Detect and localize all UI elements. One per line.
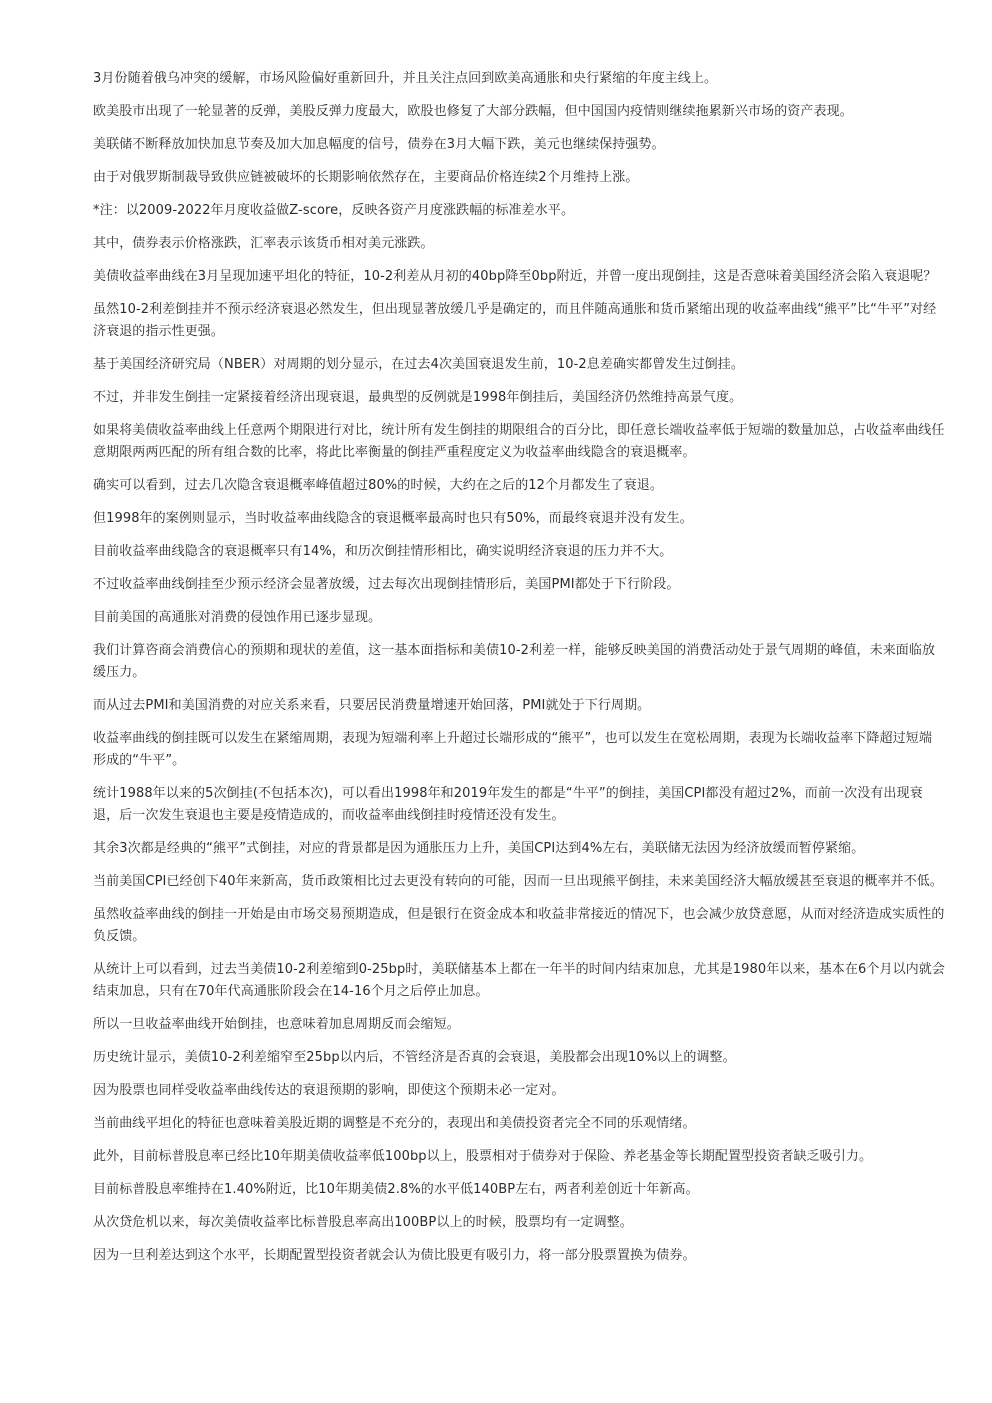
- paragraph: 我们计算咨商会消费信心的预期和现状的差值，这一基本面指标和美债10-2利差一样，能够反映美国的消费活动处于景气周期的峰值，未来面临放缓压力。: [93, 643, 936, 680]
- paragraph: 确实可以看到，过去几次隐含衰退概率峰值超过80%的时候，大约在之后的12个月都发生了衰退。: [93, 478, 663, 493]
- paragraph: 当前曲线平坦化的特征也意味着美股近期的调整是不充分的，表现出和美债投资者完全不同的乐观情绪。: [93, 1116, 696, 1131]
- paragraph: 其余3次都是经典的“熊平”式倒挂，对应的背景都是因为通胀压力上升，美国CPI达到4%左右，美联储无法因为经济放缓而暂停紧缩。: [93, 841, 865, 856]
- paragraph: 虽然10-2利差倒挂并不预示经济衰退必然发生，但出现显著放缓几乎是确定的，而且伴随高通胀和货币紧缩出现的收益率曲线“熊平”比“牛平”对经济衰退的指示性更强。: [93, 302, 937, 339]
- paragraph: 美联储不断释放加快加息节奏及加大加息幅度的信号，债券在3月大幅下跌，美元也继续保持强势。: [93, 137, 665, 152]
- paragraph: 虽然收益率曲线的倒挂一开始是由市场交易预期造成，但是银行在资金成本和收益非常接近的情况下，也会减少放贷意愿，从而对经济造成实质性的负反馈。: [93, 907, 945, 944]
- paragraph: 欧美股市出现了一轮显著的反弹，美股反弹力度最大，欧股也修复了大部分跌幅，但中国国内疫情则继续拖累新兴市场的资产表现。: [93, 104, 853, 119]
- paragraph: 基于美国经济研究局（NBER）对周期的划分显示，在过去4次美国衰退发生前，10-2息差确实都曾发生过倒挂。: [93, 357, 744, 372]
- paragraph: 当前美国CPI已经创下40年来新高，货币政策相比过去更没有转向的可能，因而一旦出现熊平倒挂，未来美国经济大幅放缓甚至衰退的概率并不低。: [93, 874, 943, 889]
- paragraph: 目前收益率曲线隐含的衰退概率只有14%，和历次倒挂情形相比，确实说明经济衰退的压力并不大。: [93, 544, 673, 559]
- paragraph: *注：以2009-2022年月度收益做Z-score，反映各资产月度涨跌幅的标准差水平。: [93, 203, 575, 218]
- paragraph: 历史统计显示，美债10-2利差缩窄至25bp以内后，不管经济是否真的会衰退，美股都会出现10%以上的调整。: [93, 1050, 736, 1065]
- paragraph: 如果将美债收益率曲线上任意两个期限进行对比，统计所有发生倒挂的期限组合的百分比，即任意长端收益率低于短端的数量加总，占收益率曲线任意期限两两匹配的所有组合数的比率，将此比率衡量的倒挂严重程度定义为收益率曲线隐含的衰退概率。: [93, 423, 945, 460]
- paragraph: 其中，债券表示价格涨跌，汇率表示该货币相对美元涨跌。: [93, 236, 434, 251]
- paragraph: 统计1988年以来的5次倒挂(不包括本次)，可以看出1998年和2019年发生的都是“牛平”的倒挂，美国CPI都没有超过2%，而前一次没有出现衰退，后一次发生衰退也主要是疫情造成的，而收益率曲线倒挂时疫情还没有发生。: [93, 786, 923, 823]
- paragraph: 所以一旦收益率曲线开始倒挂，也意味着加息周期反而会缩短。: [93, 1017, 460, 1032]
- paragraph: 不过，并非发生倒挂一定紧接着经济出现衰退，最典型的反例就是1998年倒挂后，美国经济仍然维持高景气度。: [93, 390, 743, 405]
- paragraph: 而从过去PMI和美国消费的对应关系来看，只要居民消费量增速开始回落，PMI就处于下行周期。: [93, 698, 651, 713]
- paragraph: 目前美国的高通胀对消费的侵蚀作用已逐步显现。: [93, 610, 382, 625]
- paragraph: 因为一旦利差达到这个水平，长期配置型投资者就会认为债比股更有吸引力，将一部分股票置换为债券。: [93, 1248, 696, 1263]
- paragraph: 3月份随着俄乌冲突的缓解，市场风险偏好重新回升，并且关注点回到欧美高通胀和央行紧缩的年度主线上。: [93, 71, 718, 86]
- paragraph: 从统计上可以看到，过去当美债10-2利差缩到0-25bp时，美联储基本上都在一年半的时间内结束加息，尤其是1980年以来，基本在6个月以内就会结束加息，只有在70年代高通胀阶段会在14-16个月之后停止加息。: [93, 962, 945, 999]
- paragraph: 收益率曲线的倒挂既可以发生在紧缩周期，表现为短端利率上升超过长端形成的“熊平”，也可以发生在宽松周期，表现为长端收益率下降超过短端形成的“牛平”。: [93, 731, 932, 768]
- paragraph: 但1998年的案例则显示，当时收益率曲线隐含的衰退概率最高时也只有50%，而最终衰退并没有发生。: [93, 511, 693, 526]
- paragraph: 由于对俄罗斯制裁导致供应链被破坏的长期影响依然存在，主要商品价格连续2个月维持上涨。: [93, 170, 639, 185]
- paragraph: 从次贷危机以来，每次美债收益率比标普股息率高出100BP以上的时候，股票均有一定调整。: [93, 1215, 633, 1230]
- paragraph: 美债收益率曲线在3月呈现加速平坦化的特征，10-2利差从月初的40bp降至0bp附近，并曾一度出现倒挂，这是否意味着美国经济会陷入衰退呢？: [93, 269, 937, 284]
- article-body: [93, 68, 945, 1278]
- paragraph: 因为股票也同样受收益率曲线传达的衰退预期的影响，即使这个预期未必一定对。: [93, 1083, 565, 1098]
- paragraph: 不过收益率曲线倒挂至少预示经济会显著放缓，过去每次出现倒挂情形后，美国PMI都处于下行阶段。: [93, 577, 680, 592]
- paragraph: 目前标普股息率维持在1.40%附近，比10年期美债2.8%的水平低140BP左右，两者利差创近十年新高。: [93, 1182, 699, 1197]
- paragraph: 此外，目前标普股息率已经比10年期美债收益率低100bp以上，股票相对于债券对于保险、养老基金等长期配置型投资者缺乏吸引力。: [93, 1149, 873, 1164]
